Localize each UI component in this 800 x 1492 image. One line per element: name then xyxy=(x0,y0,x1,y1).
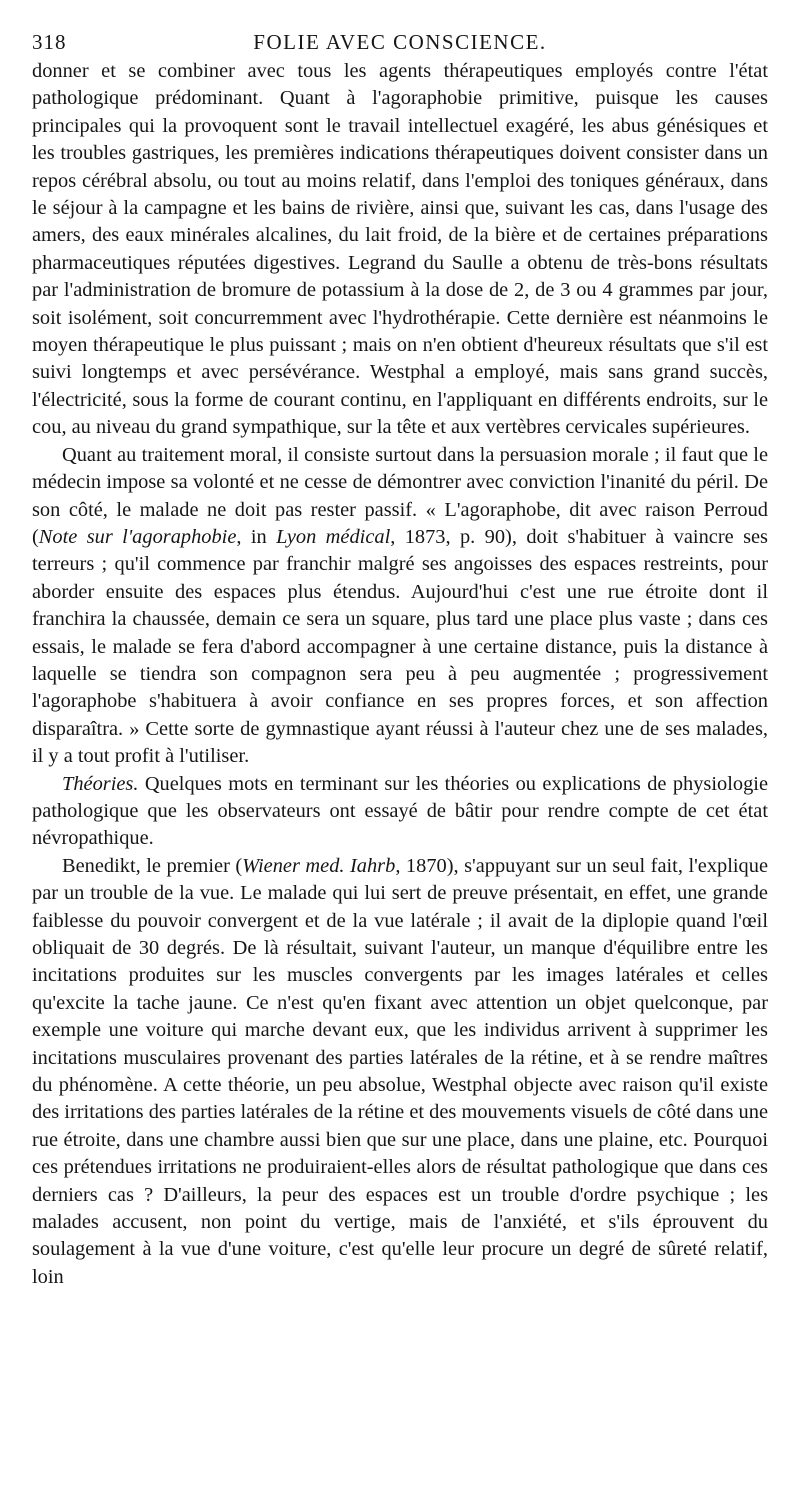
paragraph-text: , 1870), s'appuyant sur un seul fait, l'explique par un trouble de la vue. Le malade qui lui sert de preuve présentait, en effet, une grande faiblesse du pouvoir convergent et de la vue latérale ; il avait de la diplopie quand l'œil obliquait de 30 degrés. De là résultait, suivant l'auteur, un manque d'équilibre entre les incitations produites sur les muscles convergents par les images latérales et celles qu'excite la tache jaune. Ce n'est qu'en fixant avec attention un objet quelconque, par exemple une voiture qui marche devant eux, que les individus arrivent à supprimer les incitations musculaires provenant des parties latérales de la rétine, et à se rendre maîtres du phénomène. A cette théorie, un peu absolue, Westphal objecte avec raison qu'il existe des irritations des parties latérales de la rétine et des mouvements visuels de côté dans une rue étroite, dans une chambre aussi bien que sur une place, dans une plaine, etc. Pourquoi ces prétendues irritations ne produiraient-elles alors de résultat pathologique que dans ces derniers cas ? D'ailleurs, la peur des espaces est un trouble d'ordre psychique ; les malades accusent, non point du vertige, mais de l'anxiété, et s'ils éprouvent du soulagement à la vue d'une voiture, c'est qu'elle leur procure un degré de sûreté relatif, loin xyxy=(32,854,768,1288)
paragraph-treatment-physical xyxy=(32,58,768,442)
paragraph-text: Quant au traitement moral, il consiste surtout dans la persuasion morale ; il faut que le médecin impose sa volonté et ne cesse de démontrer avec conviction l'inanité du péril. De son côté, le malade ne doit pas rester passif. « L'agoraphobe, dit avec raison Perroud ( xyxy=(32,443,768,548)
journal-title: Wiener med. Iahrb xyxy=(242,854,396,877)
journal-title: Lyon médical xyxy=(276,525,391,548)
page-number: 318 xyxy=(32,30,67,54)
running-head xyxy=(32,28,768,58)
section-lead: Théories. xyxy=(62,772,139,795)
paragraph-text: donner et se combiner avec tous les agents thérapeutiques employés contre l'état pathologique prédominant. Quant à l'agoraphobie primitive, puisque les causes principales qui la provoquent sont le travail intellectuel exagéré, les abus génésiques et les troubles gastriques, les premières indications thérapeutiques doivent consister dans un repos cérébral absolu, ou tout au moins relatif, dans l'emploi des toniques généraux, dans le séjour à la campagne et les bains de rivière, ainsi que, suivant les cas, dans l'usage des amers, des eaux minérales alcalines, du lait froid, de la bière et de certaines préparations pharmaceutiques réputées digestives. Legrand du Saulle a obtenu de très-bons résultats par l'administration de bromure de potassium à la dose de 2, de 3 ou 4 grammes par jour, soit isolément, soit concurremment avec l'hydrothérapie. Cette dernière est néanmoins le moyen thérapeutique le plus puissant ; mais on n'en obtient d'heureux résultats que s'il est suivi longtemps et avec persévérance. Westphal a employé, mais sans grand succès, l'électricité, sous la forme de courant continu, en l'appliquant en différents endroits, sur le cou, au niveau du grand sympathique, sur la tête et aux vertèbres cervicales supérieures. xyxy=(32,60,768,439)
paragraph-text: Benedikt, le premier ( xyxy=(62,854,243,877)
running-title: FOLIE AVEC CONSCIENCE. xyxy=(253,30,547,54)
book-page xyxy=(32,28,768,1291)
paragraph-text: Quelques mots en terminant sur les théories ou explications de physiologie pathologique que les observateurs ont essayé de bâtir pour rendre compte de cet état névropathique. xyxy=(32,772,768,850)
paragraph-text: , in xyxy=(236,525,277,548)
citation-title: Note sur l'agoraphobie xyxy=(38,525,237,548)
body-text xyxy=(32,58,768,1291)
paragraph-theories xyxy=(32,771,768,853)
paragraph-text: , 1873, p. 90), doit s'habituer à vaincre ses terreurs ; qu'il commence par franchir malgré ses angoisses des espaces restreints, pour aborder ensuite des espaces plus étendus. Aujourd'hui c'est une rue étroite dont il franchira la chaussée, demain ce sera un square, plus tard une place plus vaste ; dans ces essais, le malade se fera d'abord accompagner à une certaine distance, puis la distance à laquelle se tiendra son compagnon sera peu à peu augmentée ; progressivement l'agoraphobe s'habituera à avoir confiance en ses propres forces, et son affection disparaîtra. » Cette sorte de gymnastique ayant réussi à l'auteur chez une de ses malades, il y a tout profit à l'utiliser. xyxy=(32,525,768,768)
paragraph-benedikt xyxy=(32,853,768,1292)
paragraph-treatment-moral xyxy=(32,442,768,771)
